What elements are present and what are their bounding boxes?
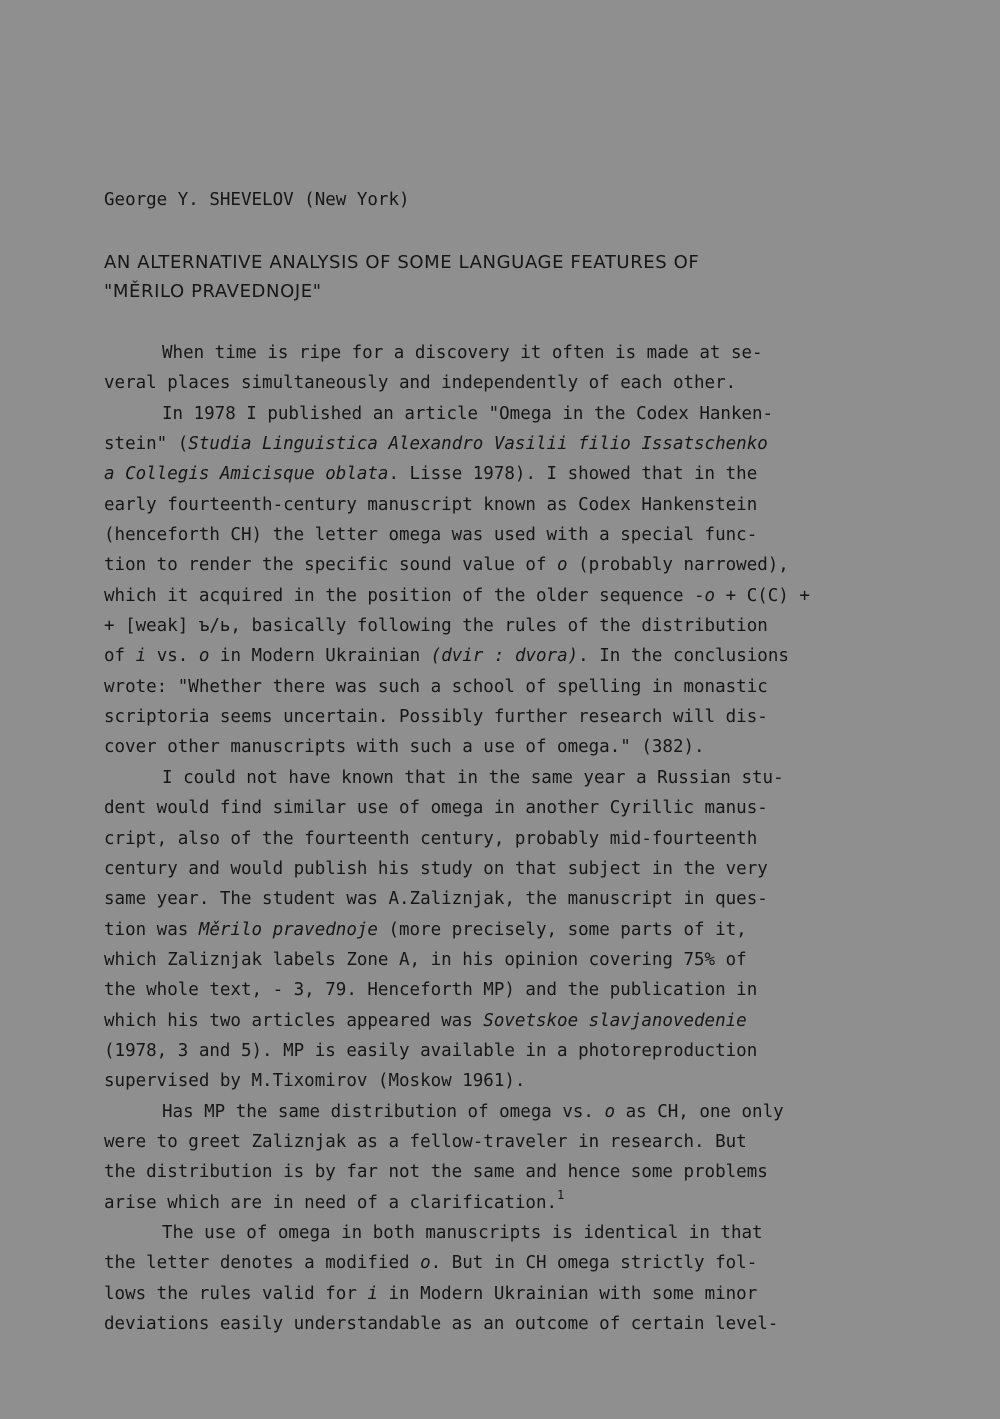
text-line: the distribution is by far not the same and hence some problems	[104, 1162, 768, 1183]
text-line: When time is ripe for a discovery it often is made at se-	[162, 343, 763, 363]
footnote-marker: 1	[557, 1187, 565, 1202]
text-line: were to greet Zaliznjak as a fellow-traveler in research. But	[104, 1131, 747, 1152]
text-line: tion to render the specific sound value of o (probably narrowed),	[104, 555, 789, 576]
text-line: scriptoria seems uncertain. Possibly further research will dis-	[104, 707, 768, 728]
text-line: wrote: "Whether there was such a school of spelling in monastic	[104, 676, 768, 697]
text-line: cover other manuscripts with such a use of omega." (382).	[104, 737, 705, 758]
text-line: of i vs. o in Modern Ukrainian (dvir : dvora). In the conclusions	[104, 646, 789, 667]
text-line: tion was Měrilo pravednoje (more precisely, some parts of it,	[104, 919, 747, 940]
text-line: stein" (Studia Linguistica Alexandro Vasilii filio Issatschenko	[104, 434, 768, 455]
text-line: early fourteenth-century manuscript known as Codex Hankenstein	[104, 494, 758, 515]
title-line-1: AN ALTERNATIVE ANALYSIS OF SOME LANGUAGE FEATURES OF	[104, 252, 700, 273]
text-line: lows the rules valid for i in Modern Ukrainian with some minor	[104, 1283, 758, 1304]
text-line: Has MP the same distribution of omega vs. o as CH, one only	[162, 1101, 784, 1122]
author-line: George Y. SHEVELOV (New York)	[104, 190, 410, 210]
text-line: deviations easily understandable as an outcome of certain level-	[104, 1314, 779, 1334]
text-line: the letter denotes a modified o. But in CH omega strictly fol-	[104, 1253, 758, 1274]
article-body	[104, 338, 984, 1339]
text-line: The use of omega in both manuscripts is identical in that	[162, 1222, 763, 1243]
text-line: In 1978 I published an article "Omega in the Codex Hanken-	[162, 403, 774, 424]
text-line: the whole text, - 3, 79. Henceforth MP) and the publication in	[104, 980, 758, 1001]
text-line: + [weak] ъ/ь, basically following the rules of the distribution	[104, 616, 768, 637]
text-line: (1978, 3 and 5). MP is easily available in a photoreproduction	[104, 1040, 758, 1061]
text-line: (henceforth CH) the letter omega was used with a special func-	[104, 525, 758, 546]
text-line: cript, also of the fourteenth century, probably mid-fourteenth	[104, 828, 758, 849]
text-line: arise which are in need of a clarification.$^1$	[104, 1187, 565, 1213]
text-line: century and would publish his study on that subject in the very	[104, 858, 768, 879]
text-line: a Collegis Amicisque oblata. Lisse 1978). I showed that in the	[104, 464, 758, 485]
text-line: which his two articles appeared was Sovetskoe slavjanovedenie	[104, 1010, 747, 1031]
text-line: same year. The student was A.Zaliznjak, the manuscript in ques-	[104, 889, 768, 910]
text-line: which Zaliznjak labels Zone A, in his opinion covering 75% of	[104, 949, 747, 970]
text-line: dent would find similar use of omega in another Cyrillic manus-	[104, 798, 768, 819]
title-line-2: "MĚRILO PRAVEDNOJE"	[104, 281, 322, 302]
text-line: which it acquired in the position of the older sequence -o + C(C) +	[104, 585, 810, 606]
article-title	[104, 248, 699, 306]
text-line: I could not have known that in the same year a Russian stu-	[162, 767, 784, 788]
text-line: supervised by M.Tixomirov (Moskow 1961).	[104, 1071, 526, 1092]
text-line: veral places simultaneously and independently of each other.	[104, 373, 737, 394]
